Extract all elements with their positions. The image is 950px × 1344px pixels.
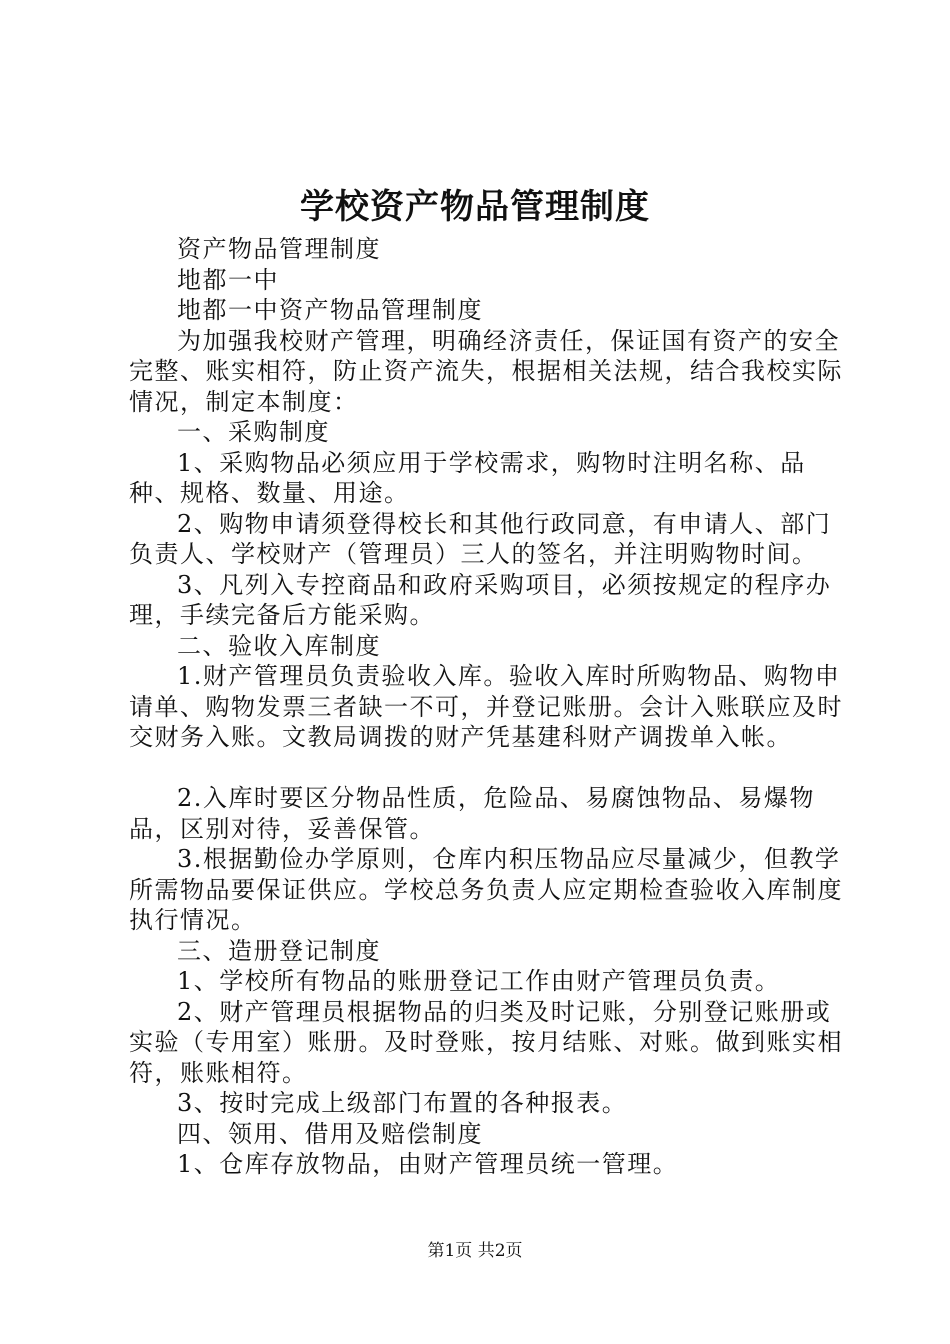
section-heading: 二、验收入库制度 <box>177 631 381 660</box>
paragraph: 3、凡列入专控商品和政府采购项目，必须按规定的程序办理，手续完备后方能采购。 <box>129 570 832 629</box>
paragraph: 2、财产管理员根据物品的归类及时记账，分别登记账册或实验（专用室）账册。及时登账，按月结账、对账。做到账实相符，账账相符。 <box>129 997 843 1087</box>
paragraph: 为加强我校财产管理，明确经济责任，保证国有资产的安全完整、账实相符，防止资产流失，根据相关法规，结合我校实际情况，制定本制度： <box>129 326 843 416</box>
document-body <box>129 234 849 1180</box>
page-footer: 第1页 共2页 <box>427 1241 523 1261</box>
paragraph: 1.财产管理员负责验收入库。验收入库时所购物品、购物申请单、购物发票三者缺一不可，并登记账册。会计入账联应及时交财务入账。文教局调拨的财产凭基建科财产调拨单入帐。 <box>129 662 843 751</box>
paragraph: 1、学校所有物品的账册登记工作由财产管理员负责。 <box>177 967 781 995</box>
document-title: 学校资产物品管理制度 <box>300 187 650 227</box>
paragraph: 1、仓库存放物品，由财产管理员统一管理。 <box>177 1150 679 1178</box>
paragraph: 1、采购物品必须应用于学校需求，购物时注明名称、品种、规格、数量、用途。 <box>129 448 806 507</box>
section-heading: 一、采购制度 <box>177 418 330 446</box>
section-heading: 三、造册登记制度 <box>177 936 381 965</box>
paragraph: 地都一中 <box>177 265 279 294</box>
paragraph: 资产物品管理制度 <box>177 235 381 263</box>
paragraph: 3.根据勤俭办学原则，仓库内积压物品应尽量减少，但教学所需物品要保证供应。学校总务负责人应定期检查验收入库制度执行情况。 <box>129 845 843 934</box>
paragraph: 3、按时完成上级部门布置的各种报表。 <box>177 1089 628 1117</box>
paragraph: 地都一中资产物品管理制度 <box>177 296 483 324</box>
section-heading: 四、领用、借用及赔偿制度 <box>177 1119 483 1148</box>
paragraph: 2、购物申请须登得校长和其他行政同意，有申请人、部门负责人、学校财产（管理员）三人的签名，并注明购物时间。 <box>129 509 832 568</box>
paragraph: 2.入库时要区分物品性质，危险品、易腐蚀物品、易爆物品，区别对待，妥善保管。 <box>129 784 815 843</box>
blank-line <box>129 753 849 784</box>
